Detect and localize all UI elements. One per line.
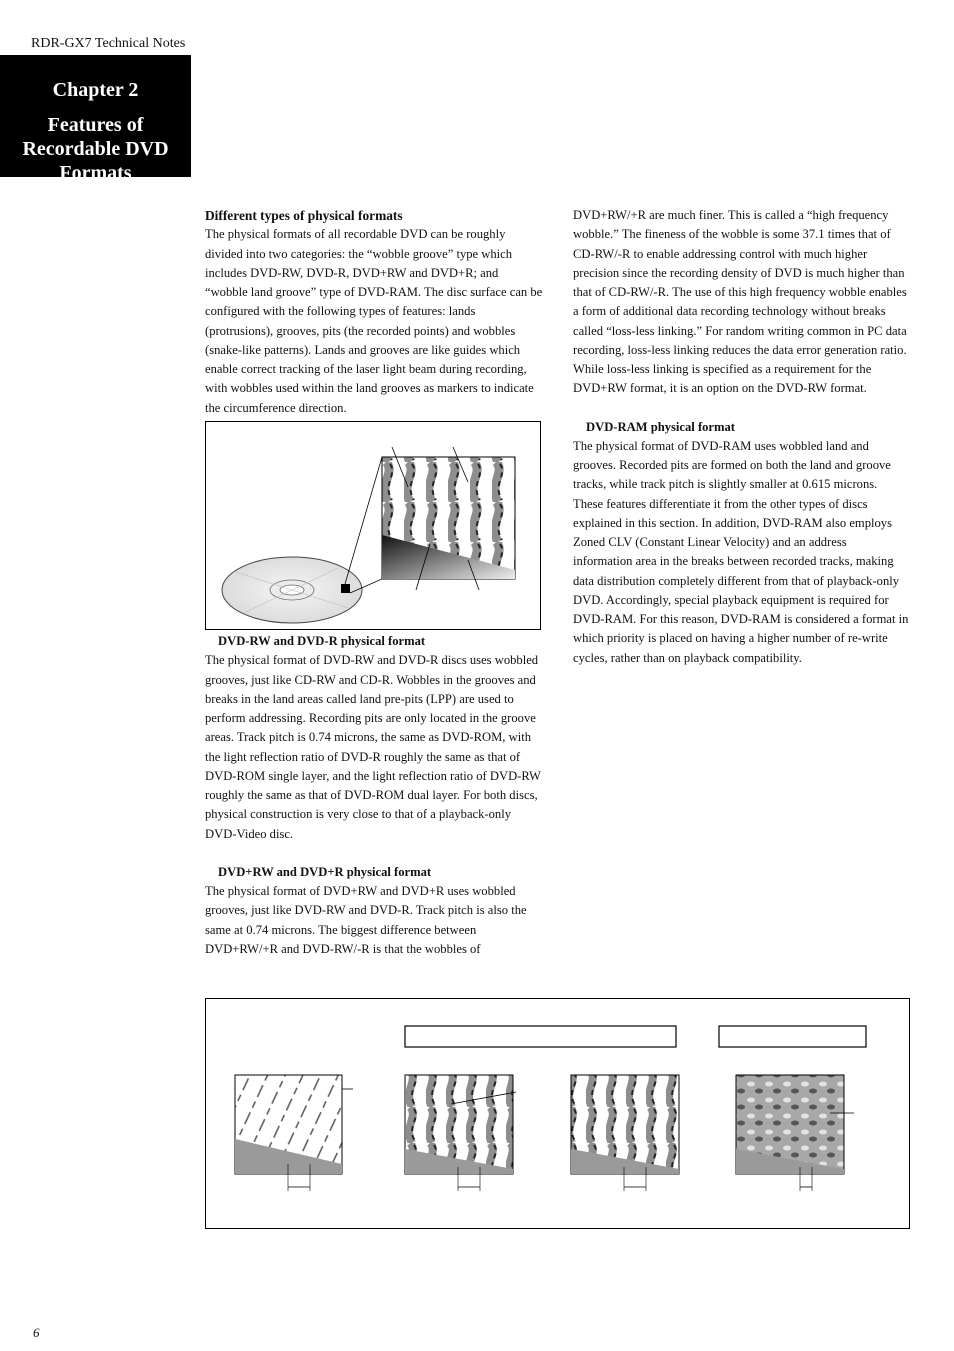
wobble-groove-panel-icon [405,1075,516,1191]
chapter-banner [0,55,191,184]
wobble-groove-closeup-icon [382,447,515,590]
format-comparison-figure [205,998,910,1229]
document-header-label: RDR-GX7 Technical Notes [31,36,186,51]
straight-groove-panel-icon [235,1075,353,1191]
chapter-title: Features of Recordable DVD Formats [22,114,169,184]
disc-icon [222,557,362,623]
section-heading-physical-formats: Different types of physical formats [205,208,403,223]
page-number: 6 [33,1325,40,1340]
chapter-number: Chapter 2 [52,79,139,101]
dvd-plus-paragraph-continued: DVD+RW/+R are much finer. This is called a “high frequency wobble.” The fineness of the wobble is some 37.1 times that of CD-RW/-R to enable addressing control with much higher precision since the recording density of DVD is much higher than that of CD-RW/-R. The use of this high frequency wobble enables a form of additional data recording technology without breaks called “loss-less linking.” For random writing common in PC data recording, loss-less linking reduces the data error generation ratio. While loss-less linking is specified as a requirement for the DVD+RW format, it is an option on the DVD-RW format. [573,208,907,396]
format-comparison-illustration [206,999,909,1228]
dvd-plus-paragraph-start: The physical format of DVD+RW and DVD+R uses wobbled grooves, just like DVD-RW and DVD-R. Track pitch is also the same at 0.74 microns. The biggest difference between DVD+RW/+R and DVD-RW/-R is that the wobbles of [205,884,527,956]
right-column [573,206,909,668]
wobble-land-groove-panel-icon [736,1075,854,1191]
label-box-wobble-land-groove [719,1026,866,1047]
dvd-rw-r-paragraph: The physical format of DVD-RW and DVD-R discs uses wobbled grooves, just like CD-RW and CD-R. Wobbles in the grooves and breaks in the land areas called land pre-pits (LPP) are used to perform addressing. Recording pits are only located in the groove areas. Track pitch is 0.74 microns, the same as DVD-ROM, with the light reflection ratio of DVD-R roughly the same as that of DVD-ROM single layer, and the light reflection ratio of DVD-RW roughly the same as that of DVD-ROM dual layer. For both discs, physical construction is very close to that of a playback-only DVD-Video disc. [205,653,541,841]
dvd-ram-paragraph: The physical format of DVD-RAM uses wobbled land and grooves. Recorded pits are formed on both the land and groove tracks, while track pitch is slightly smaller at 0.615 microns. These features differentiate it from the other types of discs explained in this section. In addition, DVD-RAM also employs Zoned CLV (Constant Linear Velocity) and an address information area in the breaks between recorded tracks, making data distribution completely different from that of playback-only DVD. Accordingly, special playback equipment is required for DVD-RAM. For this reason, DVD-RAM is considered a format in which priority is placed on having a higher number of re-write cycles, rather than on playback compatibility. [573,438,909,665]
left-column-bottom [205,632,543,959]
disc-surface-figure [205,421,541,630]
section-heading-dvd-rw-r: DVD-RW and DVD-R physical format [218,634,426,648]
intro-paragraph: The physical formats of all recordable DVD can be roughly divided into two categories: the “wobble groove” type which includes DVD-RW, DVD-R, DVD+RW and DVD+R; and “wobble land groove” type of DVD-RAM. The disc surface can be configured with the following types of features: lands (protrusions), grooves, pits (the recorded points) and wobbles (snake-like patterns). Lands and grooves are like guides which enable correct tracking of the laser light beam during recording, with wobbles used within the land grooves as markers to indicate the circumference direction. [205,227,543,415]
disc-closeup-illustration [206,422,540,629]
section-heading-dvd-ram: DVD-RAM physical format [586,419,736,434]
left-column-top [205,206,543,418]
label-box-wobble-groove [405,1026,676,1047]
section-heading-dvd-plus: DVD+RW and DVD+R physical format [218,864,432,879]
wobble-groove-panel-2-icon [571,1075,679,1191]
